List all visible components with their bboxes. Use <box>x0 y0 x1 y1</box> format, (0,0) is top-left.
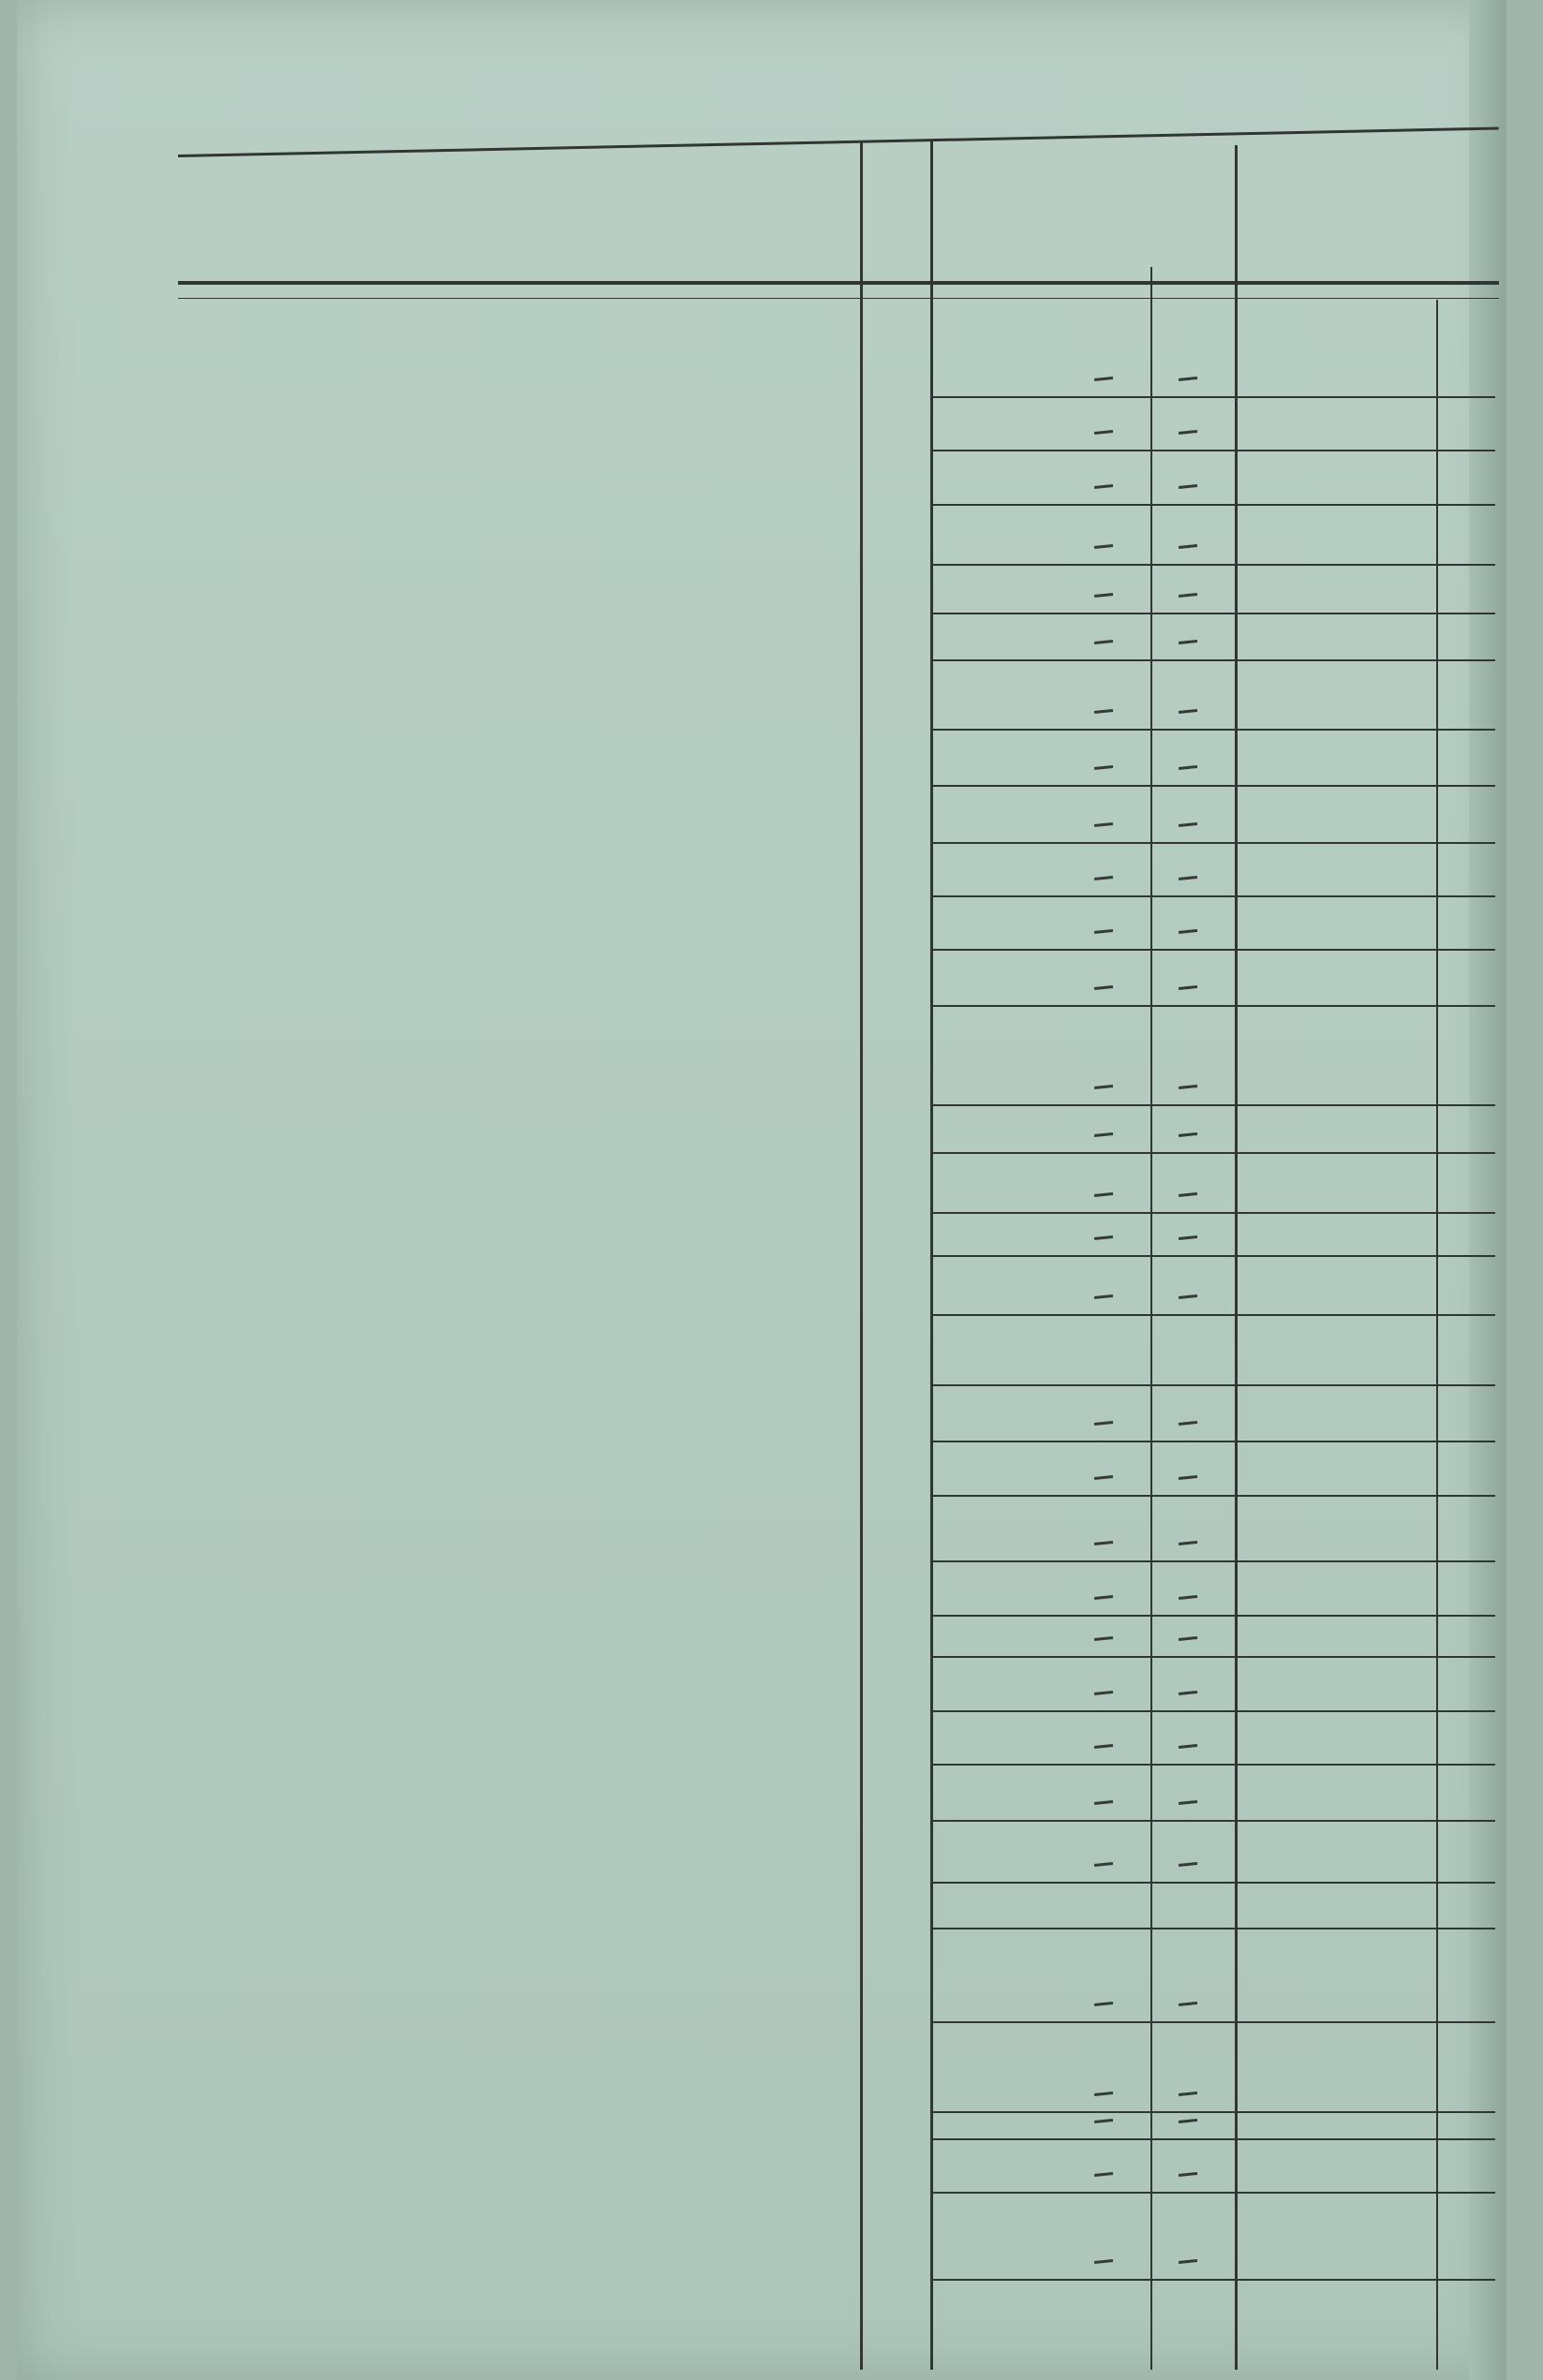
nil-dash <box>1094 1691 1113 1695</box>
nil-dash <box>1179 1294 1197 1299</box>
row-rule <box>933 1255 1495 1257</box>
row-rule <box>933 2279 1495 2281</box>
nil-dash <box>1094 377 1113 381</box>
nil-dash <box>1094 640 1113 644</box>
nil-dash <box>1179 876 1197 880</box>
nil-dash <box>1094 2092 1113 2096</box>
row-rule <box>933 1495 1495 1497</box>
nil-dash <box>1179 929 1197 934</box>
row-rule <box>933 1560 1495 1562</box>
nil-dash <box>1094 430 1113 435</box>
nil-dash <box>1179 544 1197 549</box>
colnum-rule <box>178 298 1499 299</box>
rule-start-kop <box>1150 267 1152 2370</box>
row-rule <box>933 396 1495 398</box>
rule-end-kop <box>1436 300 1438 2370</box>
row-rule <box>933 729 1495 731</box>
nil-dash <box>1179 593 1197 598</box>
nil-dash <box>1179 377 1197 381</box>
row-rule <box>933 1928 1495 1929</box>
nil-dash <box>1179 2119 1197 2123</box>
nil-dash <box>1094 1636 1113 1641</box>
nil-dash <box>1179 985 1197 990</box>
row-rule <box>933 2138 1495 2140</box>
row-rule <box>933 450 1495 451</box>
row-rule <box>933 1710 1495 1712</box>
nil-dash <box>1179 430 1197 435</box>
nil-dash <box>1094 1085 1113 1089</box>
nil-dash <box>1094 2002 1113 2006</box>
nil-dash <box>1094 2119 1113 2123</box>
row-rule <box>933 1882 1495 1884</box>
nil-dash <box>1094 985 1113 990</box>
row-rule <box>933 1384 1495 1386</box>
nil-dash <box>1094 1192 1113 1197</box>
row-rule <box>933 1212 1495 1214</box>
nil-dash <box>1094 1541 1113 1545</box>
row-rule <box>933 1656 1495 1658</box>
row-rule <box>933 1615 1495 1617</box>
document-page <box>17 0 1506 2380</box>
row-rule <box>933 1005 1495 1007</box>
nil-dash <box>1094 2172 1113 2177</box>
row-rule <box>933 895 1495 897</box>
nil-dash <box>1094 1595 1113 1600</box>
row-rule <box>933 2021 1495 2023</box>
nil-dash <box>1094 765 1113 770</box>
nil-dash <box>1179 1800 1197 1805</box>
rule-start-end <box>1235 145 1238 2370</box>
nil-dash <box>1094 1800 1113 1805</box>
nil-dash <box>1179 1862 1197 1867</box>
nil-dash <box>1179 2259 1197 2264</box>
row-rule <box>933 842 1495 844</box>
header-bottom-rule <box>178 281 1499 285</box>
row-rule <box>933 659 1495 661</box>
nil-dash <box>1179 1541 1197 1545</box>
nil-dash <box>1179 484 1197 489</box>
nil-dash <box>1094 484 1113 489</box>
row-rule <box>933 1820 1495 1822</box>
row-rule <box>933 1314 1495 1316</box>
nil-dash <box>1179 822 1197 827</box>
row-rule <box>933 1104 1495 1106</box>
nil-dash <box>1179 640 1197 644</box>
rule-name-line <box>860 140 863 2370</box>
nil-dash <box>1179 1421 1197 1426</box>
nil-dash <box>1179 1132 1197 1137</box>
nil-dash <box>1094 1862 1113 1867</box>
nil-dash <box>1094 1294 1113 1299</box>
nil-dash <box>1094 876 1113 880</box>
nil-dash <box>1179 1475 1197 1480</box>
nil-dash <box>1094 929 1113 934</box>
nil-dash <box>1094 1475 1113 1480</box>
nil-dash <box>1179 1595 1197 1600</box>
nil-dash <box>1179 709 1197 714</box>
nil-dash <box>1179 2002 1197 2006</box>
nil-dash <box>1179 1636 1197 1641</box>
nil-dash <box>1094 1744 1113 1749</box>
nil-dash <box>1094 2259 1113 2264</box>
row-rule <box>933 1152 1495 1154</box>
nil-dash <box>1094 1421 1113 1426</box>
nil-dash <box>1179 2092 1197 2096</box>
nil-dash <box>1179 765 1197 770</box>
nil-dash <box>1179 1691 1197 1695</box>
nil-dash <box>1179 1192 1197 1197</box>
nil-dash <box>1094 822 1113 827</box>
row-rule <box>933 1764 1495 1766</box>
row-rule <box>933 613 1495 614</box>
nil-dash <box>1094 593 1113 598</box>
row-rule <box>933 2111 1495 2113</box>
nil-dash <box>1179 1235 1197 1240</box>
nil-dash <box>1094 544 1113 549</box>
row-rule <box>933 785 1495 787</box>
row-rule <box>933 2192 1495 2194</box>
row-rule <box>933 564 1495 566</box>
nil-dash <box>1094 1132 1113 1137</box>
row-rule <box>933 504 1495 506</box>
nil-dash <box>1094 709 1113 714</box>
row-rule <box>933 1441 1495 1442</box>
nil-dash <box>1179 2172 1197 2177</box>
nil-dash <box>1179 1085 1197 1089</box>
header-top-rule <box>178 126 1499 157</box>
nil-dash <box>1179 1744 1197 1749</box>
nil-dash <box>1094 1235 1113 1240</box>
row-rule <box>933 949 1495 951</box>
